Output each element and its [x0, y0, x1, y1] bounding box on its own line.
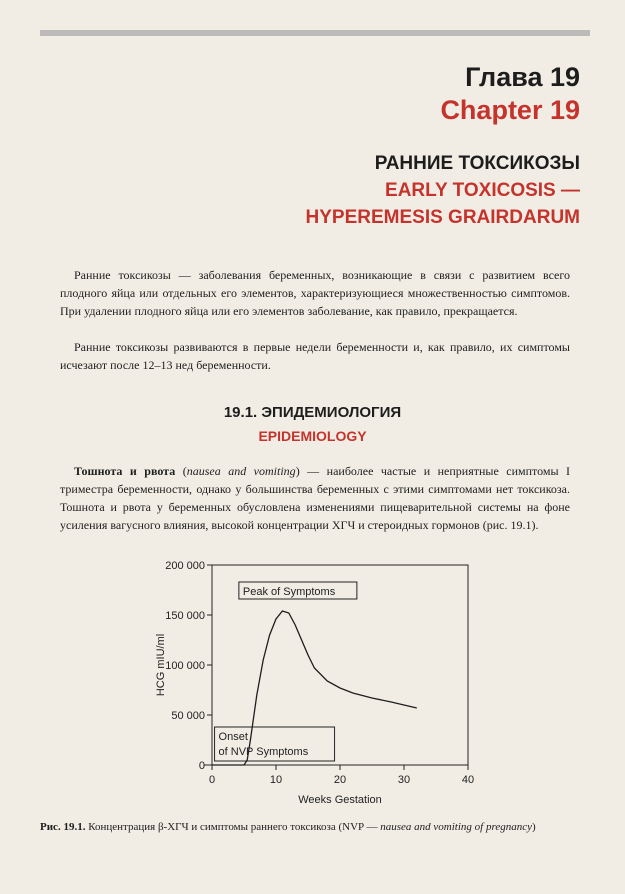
onset-label-line2: of NVP Symptoms [218, 746, 309, 758]
chapter-title-ru: РАННИЕ ТОКСИКОЗЫ [374, 153, 580, 174]
x-tick-label: 0 [208, 774, 216, 786]
section-heading-ru: 19.1. ЭПИДЕМИОЛОГИЯ [223, 404, 402, 421]
section-heading-en: EPIDEMIOLOGY [258, 428, 367, 444]
epidemiology-paragraph: Тошнота и рвота (nausea and vomiting) — наиболее частые и неприятные симптомы I триместра беременности, однако у большинства беременных с этими симптомами нет токсикоза. Тошнота и рвота у беременных обусловлена изменениями пищеварительной системы на фоне усиления вагусного влияния, высокой концентрации ХГЧ и стероидных гормонов (рис. 19.1). [60, 464, 571, 532]
x-tick-label: 10 [269, 774, 283, 786]
lead-term-en: nausea and vomiting [186, 464, 296, 478]
chart-annotations [215, 582, 357, 761]
y-tick-label: 100 000 [165, 660, 205, 672]
x-axis-label: Weeks Gestation [298, 794, 382, 806]
onset-label-line1: Onset [218, 731, 248, 743]
x-tick-label: 40 [461, 774, 475, 786]
caption-label: Рис. 19.1. [40, 821, 86, 833]
chapter-title [306, 150, 580, 231]
y-axis-label: HCG mIU/ml [155, 633, 167, 697]
y-tick-label: 200 000 [165, 560, 205, 572]
epidemiology-text: ) — наиболее частые и неприятные симптомы I триместра беременности, однако у большинства беременных с этими симптомами нет токсикоза. Тошнота и рвота у беременных обусловлена изменениями пищеварительной системы на фоне усиления вагусного влияния, высокой концентрации ХГЧ и стероидных гормонов (рис. 19.1). [60, 464, 571, 532]
intro-paragraph-2: Ранние токсикозы развиваются в первые недели беременности и, как правило, их симптомы исчезают после 12–13 нед беременности. [60, 340, 570, 372]
hcg-chart [150, 555, 490, 817]
x-tick-label: 20 [333, 774, 347, 786]
figure-caption: Рис. 19.1. Концентрация β-ХГЧ и симптомы раннего токсикоза (NVP — nausea and vomiting of pregnancy) [40, 821, 536, 833]
lead-term: Тошнота и рвота [74, 464, 176, 478]
intro-paragraph-1: Ранние токсикозы — заболевания беременных, возникающие в связи с развитием всего плодного яйца или отдельных его элементов, характеризующиеся множественностью симптомов. При удалении плодного яйца или его элементов заболевание, как правило, прекращается. [60, 268, 570, 318]
y-tick-label: 50 000 [171, 710, 205, 722]
running-header-bar [40, 30, 590, 36]
chapter-title-en-line1: EARLY TOXICOSIS — [385, 180, 580, 201]
peak-of-symptoms-label: Peak of Symptoms [242, 586, 336, 598]
chapter-number-en: Chapter 19 [440, 95, 580, 125]
x-tick-label: 30 [397, 774, 411, 786]
chapter-title-en-line2: HYPEREMESIS GRAIRDARUM [305, 207, 580, 228]
y-tick-label: 150 000 [165, 610, 205, 622]
y-tick-label: 0 [198, 760, 205, 772]
chapter-number-ru: Глава 19 [465, 62, 580, 92]
